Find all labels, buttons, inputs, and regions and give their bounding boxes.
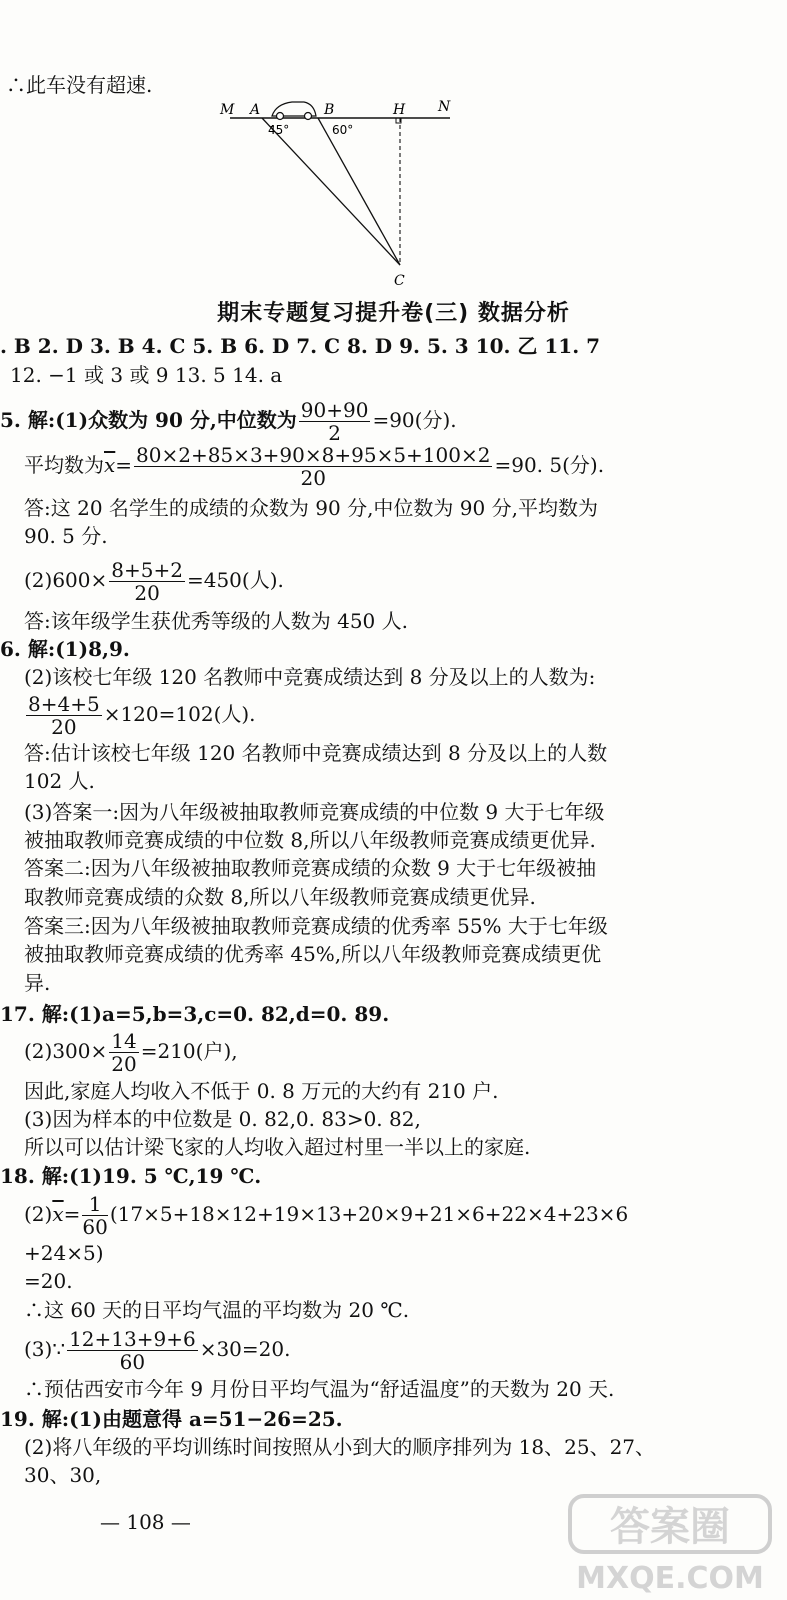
q16-line-4: 答:估计该校七年级 120 名教师中竞赛成绩达到 8 分及以上的人数 (24, 741, 608, 765)
answers-row-2: 12. −1 或 3 或 9 13. 5 14. a (10, 363, 283, 387)
svg-text:MXQE.COM: MXQE.COM (576, 1561, 764, 1596)
q19-line-3: 30、30, (24, 1463, 102, 1487)
q19-line-2: (2)将八年级的平均训练时间按照从小到大的顺序排列为 18、25、27、 (24, 1435, 656, 1459)
label-n: N (438, 99, 451, 115)
svg-text:答案圈: 答案圈 (610, 1504, 730, 1550)
q16-line-2: (2)该校七年级 120 名教师中竞赛成绩达到 8 分及以上的人数为: (24, 665, 596, 689)
q16-line-5: 102 人. (24, 769, 95, 793)
q15-line-1: 5. 解:(1)众数为 90 分,中位数为 $\frac{90+90}{2}$ =90(分). (0, 398, 457, 445)
label-b: B (324, 102, 335, 118)
watermark-logo (560, 1488, 780, 1600)
q16-line-1: 6. 解:(1)8,9. (0, 637, 130, 661)
q15-line-4: 90. 5 分. (24, 524, 108, 548)
answers-row-1: . B 2. D 3. B 4. C 5. B 6. D 7. C 8. D 9. 5. 3 10. 乙 11. 7 (0, 334, 601, 358)
q16-line-6: (3)答案一:因为八年级被抽取教师竞赛成绩的中位数 9 大于七年级 (24, 800, 605, 824)
q15-line-3: 答:这 20 名学生的成绩的众数为 90 分,中位数为 90 分,平均数为 (24, 496, 598, 520)
q18-line-3: +24×5) (24, 1241, 104, 1265)
car-icon (272, 102, 316, 120)
q16-line-9: 取教师竞赛成绩的众数 8,所以八年级教师竞赛成绩更优异. (24, 885, 536, 909)
q16-line-7: 被抽取教师竞赛成绩的中位数 8,所以八年级教师竞赛成绩更优异. (24, 828, 596, 852)
q18-line-2: $(2)\overline{x}=$ $\frac{1}{60}$ (17×5+18×12+19×13+20×9+21×6+22×4+23×6 (24, 1192, 629, 1239)
q18-line-7: ∴预估西安市今年 9 月份日平均气温为“舒适温度”的天数为 20 天. (24, 1377, 615, 1401)
q16-line-11: 被抽取教师竞赛成绩的优秀率 45%,所以八年级教师竞赛成绩更优 (24, 942, 602, 966)
q18-line-6: (3)∵ $\frac{12+13+9+6}{60}$ ×30=20. (24, 1327, 291, 1374)
angle-45-label: 45° (268, 123, 290, 137)
q16-line-3: $\frac{8+4+5}{20}$ ×120=102(人). (28, 692, 256, 739)
q16-line-8: 答案二:因为八年级被抽取教师竞赛成绩的众数 9 大于七年级被抽 (24, 856, 597, 880)
conclusion-line: ∴此车没有超速. (6, 73, 153, 97)
q15-line-6: 答:该年级学生获优秀等级的人数为 450 人. (24, 609, 408, 633)
q15-line-5: (2)600× $\frac{8+5+2}{20}$ =450(人). (24, 558, 284, 605)
q17-line-4: (3)因为样本的中位数是 0. 82,0. 83>0. 82, (24, 1107, 421, 1131)
geometry-diagram (210, 90, 470, 290)
q17-line-3: 因此,家庭人均收入不低于 0. 8 万元的大约有 210 户. (24, 1079, 499, 1103)
q18-line-1: 18. 解:(1)19. 5 ℃,19 ℃. (0, 1164, 262, 1188)
label-c: C (394, 273, 405, 289)
q19-line-1: 19. 解:(1)由题意得 a=51−26=25. (0, 1407, 343, 1431)
q16-line-10: 答案三:因为八年级被抽取教师竞赛成绩的优秀率 55% 大于七年级 (24, 914, 608, 938)
label-h: H (393, 102, 406, 118)
q15-line-2: 平均数为$\overline{x}=$ $\frac{80\times 2+85\times 3+90\times 8+95\times 5+100\times 2}{20}$ =90. 5(分). (24, 443, 605, 490)
q17-line-2: (2)300× $\frac{14}{20}$ =210(户), (24, 1029, 238, 1076)
q18-line-5: ∴这 60 天的日平均气温的平均数为 20 ℃. (24, 1298, 410, 1322)
q17-line-1: 17. 解:(1)a=5,b=3,c=0. 82,d=0. 89. (0, 1002, 390, 1026)
label-a: A (250, 102, 261, 118)
angle-60-label: 60° (332, 123, 354, 137)
q17-line-5: 所以可以估计梁飞家的人均收入超过村里一半以上的家庭. (24, 1135, 531, 1159)
q16-line-12: 异. (24, 971, 51, 995)
section-title: 期末专题复习提升卷(三) 数据分析 (217, 301, 570, 326)
label-m: M (220, 102, 235, 118)
q18-line-4: =20. (24, 1269, 73, 1293)
